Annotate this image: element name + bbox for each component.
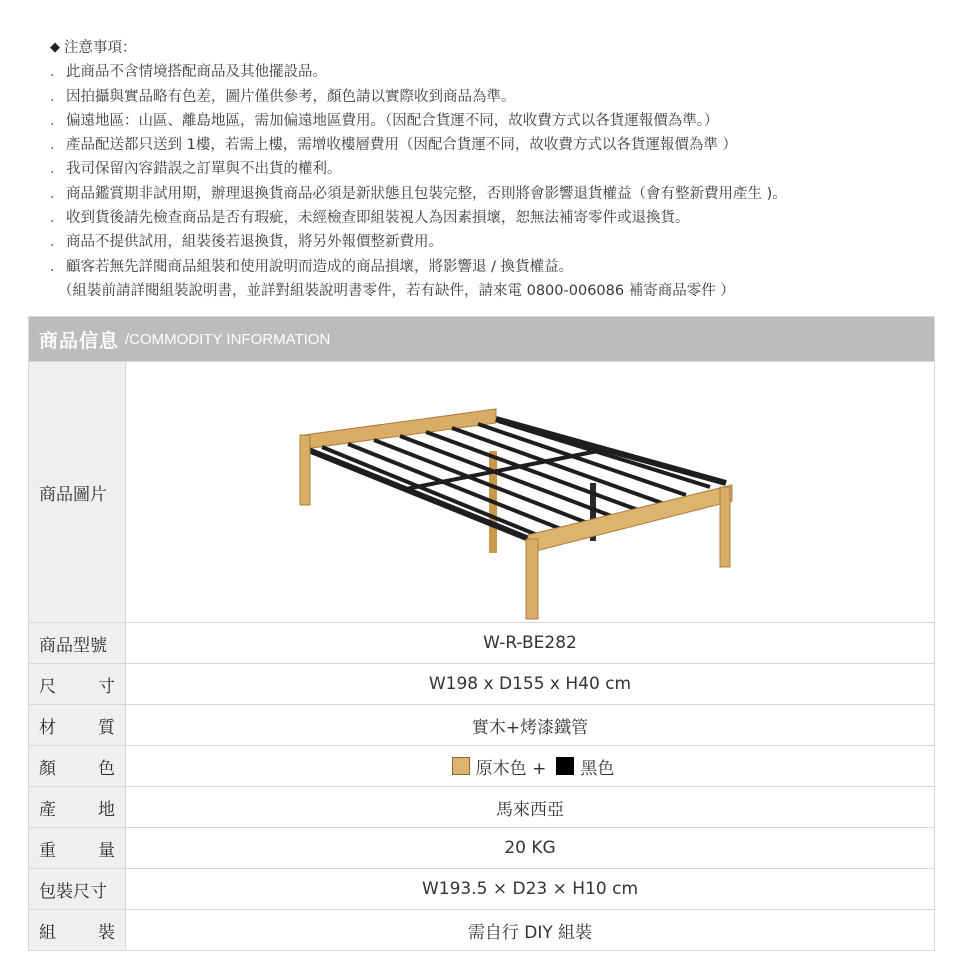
material-label-b: 質 [98, 717, 115, 738]
model-value: W-R-BE282 [483, 633, 577, 653]
note-text: 收到貨後請先檢查商品是否有瑕疵，未經檢查即組裝視人為因素損壞，恕無法補寄零件或退換貨。 [66, 210, 690, 227]
bullet: ． [50, 258, 65, 275]
weight-label-b: 量 [98, 840, 115, 861]
notes-title-text: 注意事項： [64, 40, 137, 56]
bullet: ． [50, 64, 65, 81]
bullet: ． [50, 88, 65, 105]
note-item [50, 182, 940, 206]
left-metal-rail [306, 449, 534, 541]
color-label [29, 746, 126, 786]
bed-leg [526, 539, 538, 619]
size-value: W198 x D155 x H40 cm [428, 674, 632, 694]
note-text: 顧客若無先詳閱商品組裝和使用說明而造成的商品損壞，將影響退 / 換貨權益。 [66, 258, 574, 275]
back-rail [304, 409, 496, 449]
material-label [29, 705, 126, 745]
color-label-a: 顏 [39, 758, 56, 779]
origin-value: 馬來西亞 [496, 799, 564, 820]
row-size [29, 663, 934, 704]
material-label-a: 材 [39, 717, 56, 738]
origin-label [29, 787, 126, 827]
black-swatch [556, 757, 574, 775]
commodity-info-table [28, 316, 935, 951]
bullet: ． [50, 161, 65, 178]
bullet: ． [50, 185, 65, 202]
note-item [50, 157, 940, 181]
note-text: 我司保留內容錯誤之訂單與不出貨的權利。 [66, 161, 342, 178]
model-label: 商品型號 [29, 623, 126, 663]
right-metal-rail [496, 419, 726, 483]
notes-footer: （組裝前請詳閱組裝說明書，並詳對組裝說明書零件，若有缺件，請來電 0800-006086 補寄商品零件 ） [58, 282, 735, 299]
assembly-label [29, 910, 126, 950]
bullet: ． [50, 137, 65, 154]
note-text: 產品配送都只送到 1樓，若需上樓，需增收樓層費用（因配合貨運不同，故收費方式以各貨運報價為準 ） [66, 137, 737, 154]
info-header [29, 317, 934, 361]
bullet: ． [50, 234, 65, 251]
package-label: 包裝尺寸 [29, 869, 126, 909]
bullet: ． [50, 112, 65, 129]
bed-frame-illustration [126, 363, 934, 621]
row-weight [29, 827, 934, 868]
color-value-a: 原木色 + [475, 758, 547, 779]
center-support [406, 449, 608, 489]
notes-title [50, 36, 940, 60]
product-image [126, 362, 934, 622]
assembly-value: 需自行 DIY 組裝 [467, 922, 593, 943]
size-label-b: 寸 [98, 676, 115, 697]
note-item [50, 109, 940, 133]
assembly-label-b: 裝 [98, 922, 115, 943]
info-title-en: /COMMODITY INFORMATION [125, 330, 331, 348]
note-text: 商品鑑賞期非試用期，辦理退換貨商品必須是新狀態且包裝完整，否則將會影響退貨權益（會有整新費用產生 )。 [66, 185, 787, 202]
bed-leg [300, 435, 310, 505]
note-item [50, 133, 940, 157]
note-text: 偏遠地區：山區、離島地區，需加偏遠地區費用。（因配合貨運不同，故收費方式以各貨運報價為準。） [66, 112, 719, 129]
bed-leg [720, 487, 730, 567]
color-value [126, 746, 934, 786]
notes-section [50, 36, 940, 303]
package-value: W193.5 × D23 × H10 cm [421, 879, 639, 899]
row-product-image [29, 361, 934, 622]
info-title-zh: 商品信息 [39, 329, 120, 352]
wood-swatch [452, 757, 470, 775]
size-label [29, 664, 126, 704]
color-label-b: 色 [98, 758, 115, 779]
note-item [50, 230, 940, 254]
row-color [29, 745, 934, 786]
row-origin [29, 786, 934, 827]
origin-label-a: 產 [39, 799, 56, 820]
assembly-label-a: 組 [39, 922, 56, 943]
weight-label [29, 828, 126, 868]
note-item [50, 60, 940, 84]
weight-value: 20 KG [504, 838, 556, 858]
bullet: ． [50, 210, 65, 227]
material-value: 實木+烤漆鐵管 [471, 717, 589, 738]
row-material [29, 704, 934, 745]
image-label: 商品圖片 [29, 362, 126, 622]
note-text: 因拍攝與實品略有色差，圖片僅供參考，顏色請以實際收到商品為準。 [66, 88, 516, 105]
note-item [50, 85, 940, 109]
origin-label-b: 地 [98, 799, 115, 820]
weight-label-a: 重 [39, 840, 56, 861]
note-item [50, 255, 940, 279]
color-value-b: 黑色 [580, 758, 615, 779]
diamond-icon: ◆ [50, 40, 60, 55]
row-package-size [29, 868, 934, 909]
note-text: 此商品不含情境搭配商品及其他擺設品。 [66, 64, 327, 81]
row-assembly [29, 909, 934, 950]
size-label-a: 尺 [39, 676, 56, 697]
note-text: 商品不提供試用，組裝後若退換貨，將另外報價整新費用。 [66, 234, 443, 251]
row-model [29, 622, 934, 663]
note-item [50, 206, 940, 230]
